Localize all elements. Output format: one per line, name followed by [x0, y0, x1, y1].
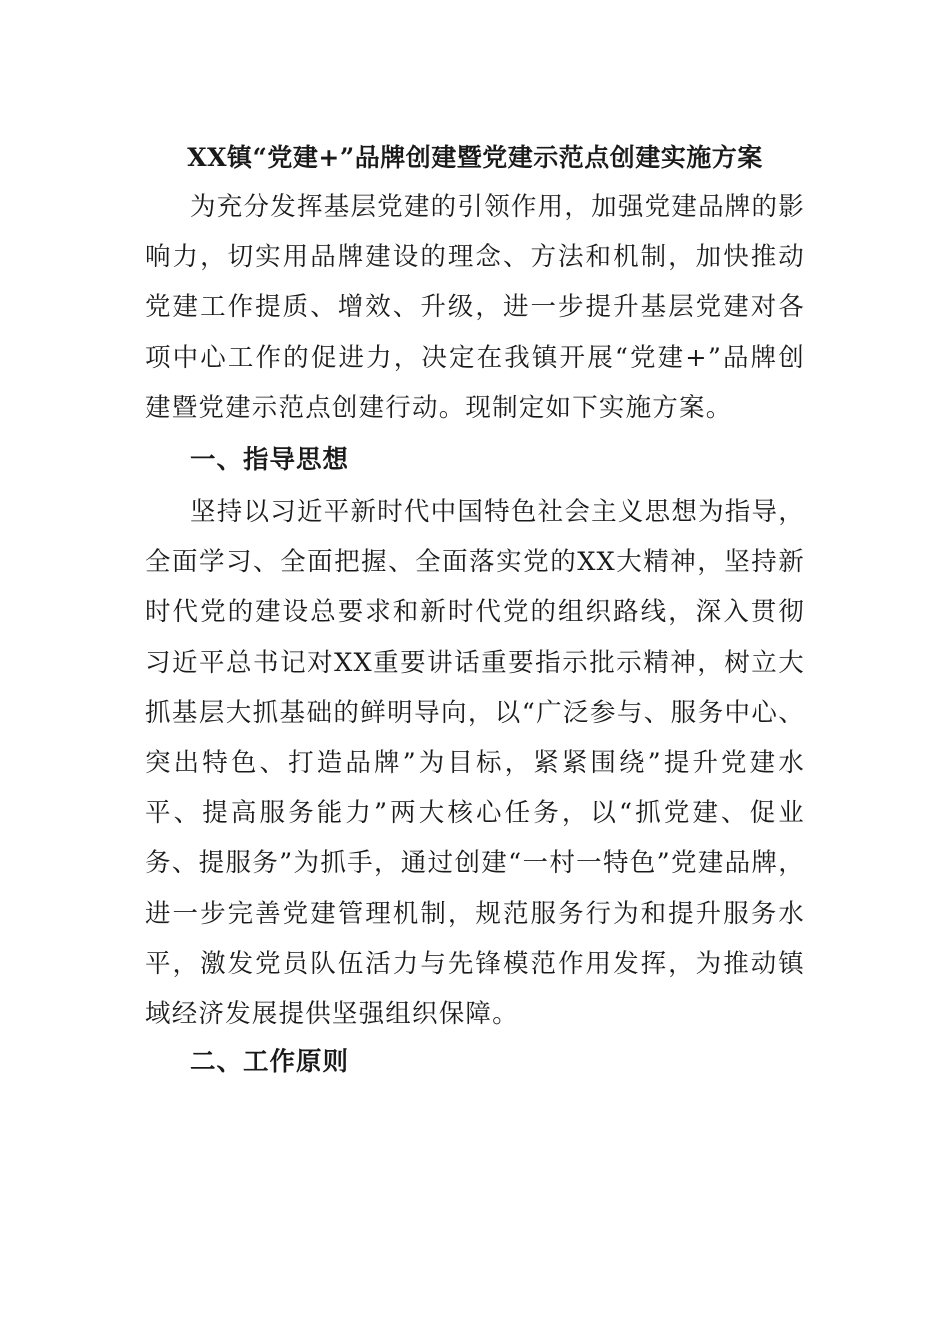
intro-paragraph: 为充分发挥基层党建的引领作用，加强党建品牌的影响力，切实用品牌建设的理念、方法和机制，加快推动党建工作提质、增效、升级，进一步提升基层党建对各项中心工作的促进力，决定在我镇开展“党建+”品牌创建暨党建示范点创建行动。现制定如下实施方案。 — [145, 192, 805, 423]
section-heading-guiding-ideology: 一、指导思想 — [190, 445, 350, 475]
document-title: XX镇“党建+”品牌创建暨党建示范点创建实施方案 — [187, 143, 763, 172]
guiding-ideology-paragraph: 坚持以习近平新时代中国特色社会主义思想为指导，全面学习、全面把握、全面落实党的XX大精神，坚持新时代党的建设总要求和新时代党的组织路线，深入贯彻习近平总书记对XX重要讲话重要指示批示精神，树立大抓基层大抓基础的鲜明导向，以“广泛参与、服务中心、突出特色、打造品牌”为目标，紧紧围绕”提升党建水平、提高服务能力”两大核心任务，以“抓党建、促业务、提服务”为抓手，通过创建“一村一特色”党建品牌，进一步完善党建管理机制，规范服务行为和提升服务水平，激发党员队伍活力与先锋模范作用发挥，为推动镇域经济发展提供坚强组织保障。 — [145, 497, 805, 1030]
section-heading-work-principles: 二、工作原则 — [190, 1047, 350, 1077]
